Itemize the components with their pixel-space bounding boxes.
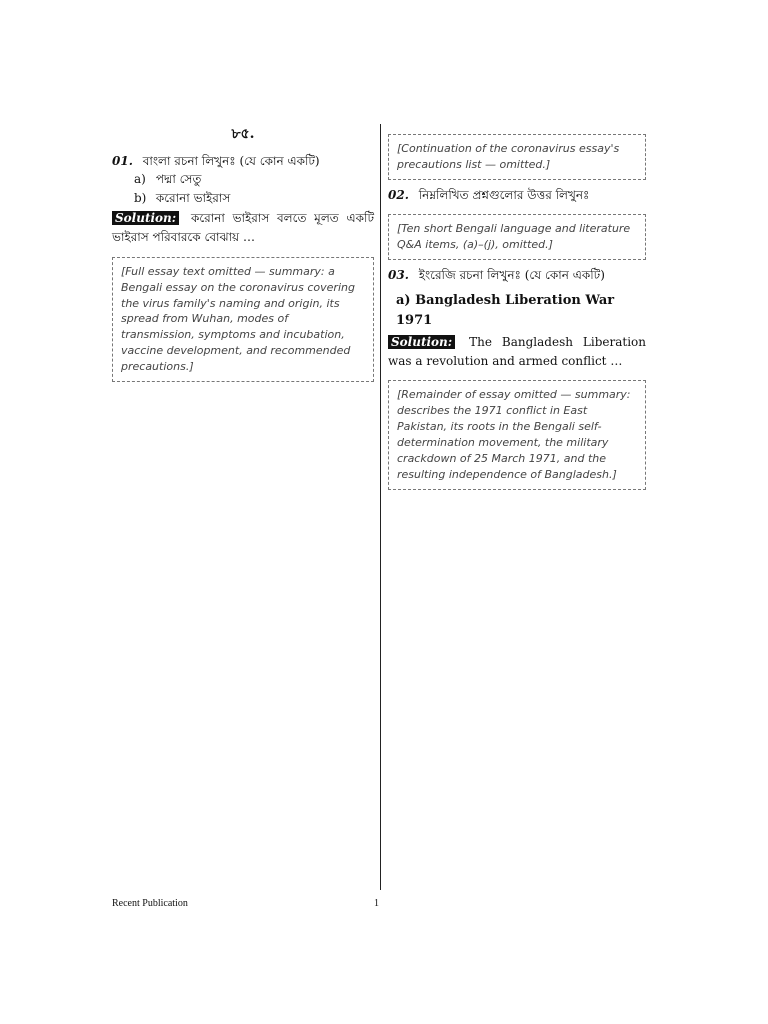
option-text: পদ্মা সেতু: [155, 172, 202, 187]
english-solution-paragraph: Solution: The Bangladesh Liberation was a revolution and armed conflict …: [388, 335, 646, 368]
solution-paragraph: Solution: করোনা ভাইরাস বলতে মূলত একটি ভাইরাস পরিবারকে বোঝায় …: [112, 211, 374, 245]
question-2-items-note: [Ten short Bengali language and literature Q&A items, (a)–(j), omitted.]: [388, 214, 646, 260]
footer-publisher: Recent Publication: [112, 898, 188, 909]
option-text: করোনা ভাইরাস: [155, 190, 231, 205]
question-2-prompt: নিম্নলিখিত প্রশ্নগুলোর উত্তর লিখুনঃ: [418, 187, 590, 202]
solution-excerpt: করোনা ভাইরাস বলতে মূলত একটি ভাইরাস পরিবারকে বোঝায়: [112, 211, 374, 245]
question-1-option-b: [134, 189, 374, 208]
question-1-prompt: বাংলা রচনা লিখুনঃ (যে কোন একটি): [142, 153, 320, 168]
footer-page-number: 1: [374, 898, 379, 909]
question-1-number: 01.: [112, 153, 133, 168]
question-3-prompt: ইংরেজি রচনা লিখুনঃ (যে কোন একটি): [418, 268, 605, 283]
page-number-heading: ৮৫.: [231, 126, 255, 142]
right-column: [388, 124, 646, 490]
left-column: [112, 124, 374, 382]
solution-label: Solution:: [388, 335, 455, 349]
question-3: [388, 266, 646, 285]
column-divider: [380, 124, 381, 890]
omitted-essay-note: [Remainder of essay omitted — summary: describes the 1971 conflict in East Pakistan, its roots in the Bengali self-determination movement, the military crackdown of 25 March 1971, and the resulting independence of Bangladesh.]: [388, 380, 646, 490]
question-3-option-a: a) Bangladesh Liberation War 1971: [396, 292, 615, 329]
omitted-text-note: [Full essay text omitted — summary: a Bengali essay on the coronavirus covering the virus family's naming and origin, its spread from Wuhan, modes of transmission, symptoms and incubation, vaccine development, and recommended precautions.]: [112, 257, 374, 383]
question-1: [112, 152, 374, 171]
question-2: [388, 186, 646, 205]
option-letter: b): [134, 190, 147, 205]
question-1-option-a: [134, 170, 374, 189]
carryover-note: [Continuation of the coronavirus essay's precautions list — omitted.]: [388, 134, 646, 180]
solution-label: Solution:: [112, 211, 179, 225]
option-letter: a): [134, 172, 146, 187]
question-3-number: 03.: [388, 268, 409, 283]
question-2-number: 02.: [388, 187, 409, 202]
solution-excerpt: The Bangladesh Liberation was a revolution and armed conflict: [388, 335, 646, 368]
